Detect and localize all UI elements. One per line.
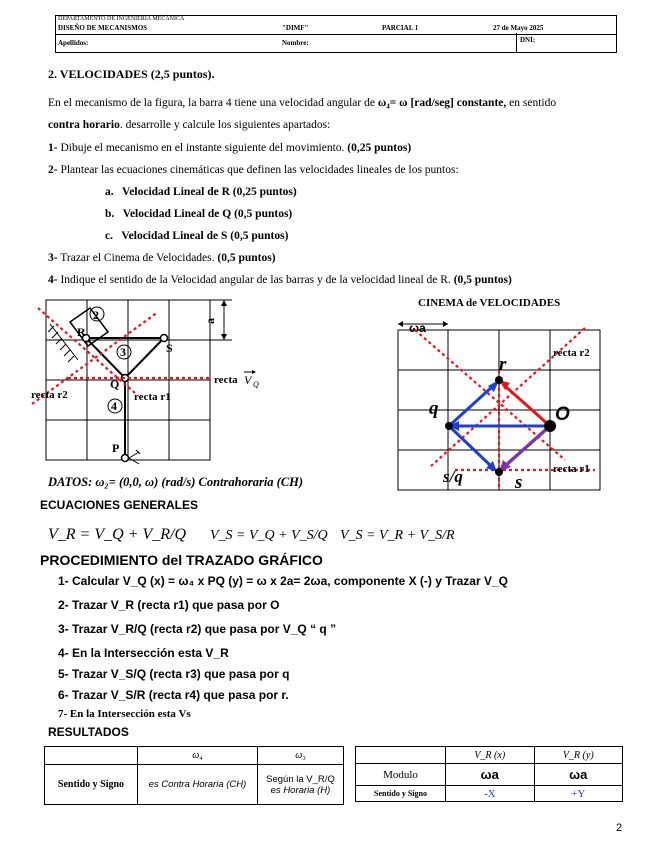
ecuaciones-title: ECUACIONES GENERALES — [40, 498, 199, 512]
point-Q-label: Q — [110, 377, 120, 391]
mech-recta-vq: recta — [214, 374, 238, 386]
step-7: 7- En la Intersección esta Vs — [58, 708, 191, 720]
item-3-pts: (0,5 puntos) — [217, 252, 276, 264]
t1-header-w4: ω₄ — [138, 747, 258, 765]
cinema-recta-r2: recta r2 — [553, 347, 590, 359]
t1-w3-line2: es Horaria (H) — [270, 784, 331, 796]
mech-recta-r2: recta r2 — [31, 389, 68, 401]
item-1 — [48, 142, 411, 154]
item-4-num: 4- — [48, 274, 58, 286]
t2-modulo-label: Modulo — [356, 764, 446, 786]
t1-w3-line1: Según la V_R/Q — [266, 773, 335, 785]
intro-omega: ω₄= ω — [377, 97, 408, 109]
cinema-title: CINEMA de VELOCIDADES — [418, 297, 561, 309]
step-4: 4- En la Intersección esta V_R — [58, 646, 229, 660]
item-3-num: 3- — [48, 252, 58, 264]
t1-w4-value: es Contra Horaria (CH) — [138, 765, 258, 805]
mechanism-figure — [28, 292, 278, 472]
t1-header-w3: ω₃ — [257, 747, 343, 765]
link-3-label: 3 — [120, 345, 126, 359]
results-table-omega — [44, 746, 344, 805]
subitem-b-letter: b. — [105, 208, 115, 220]
subitem-b-text: Velocidad Lineal de Q (0,5 puntos) — [122, 208, 293, 220]
exam-date: 27 de Mayo 2025 — [493, 24, 544, 32]
t2-header-x: V_R (x) — [446, 747, 535, 764]
exam-label: PARCIAL 1 — [382, 24, 419, 32]
dni-label: DNI: — [520, 36, 536, 44]
name-label: Nombre: — [282, 39, 309, 47]
vector-vs — [505, 426, 550, 466]
cinema-label-r: r — [499, 354, 507, 375]
t2-sentido-label: Sentido y Signo — [356, 786, 446, 802]
point-S-label: S — [166, 341, 173, 355]
item-4-text: Indique el sentido de la Velocidad angular de las barras y de la velocidad lineal de R. — [60, 274, 451, 286]
t2-sentido-x: -X — [446, 786, 535, 802]
step-6: 6- Trazar V_S/R (recta r4) que pasa por r. — [58, 688, 289, 702]
cinema-figure — [395, 310, 610, 495]
dept-code: "DIMF" — [282, 24, 309, 32]
t2-header-y: V_R (y) — [534, 747, 623, 764]
dim-label-a: a — [203, 318, 217, 324]
subitem-c-text: Velocidad Lineal de S (0,5 puntos) — [121, 230, 289, 242]
item-1-text: Dibuje el mecanismo en el instante siguiente del movimiento. — [60, 142, 345, 154]
cinema-label-s: s — [515, 472, 523, 493]
equation-1: V_R = V_Q + V_R/Q — [48, 526, 187, 543]
wa-dim-head-left — [398, 321, 403, 327]
intro-text-1: En el mecanismo de la figura, la barra 4 tiene una velocidad angular de — [48, 97, 375, 109]
t2-sentido-y: +Y — [534, 786, 623, 802]
dim-arrow-head-up — [221, 300, 227, 306]
section-title: 2. VELOCIDADES (2,5 puntos). — [48, 67, 215, 81]
vector-vr — [505, 386, 550, 426]
intro-text-2: en sentido — [509, 97, 557, 109]
page-number: 2 — [616, 822, 623, 834]
item-2 — [48, 164, 459, 176]
mech-vq-symbol: V — [244, 373, 252, 387]
item-3 — [48, 252, 276, 264]
step-3: 3- Trazar V_R/Q (recta r2) que pasa por V_Q “ q ” — [58, 622, 337, 636]
subitem-a-letter: a. — [105, 186, 114, 198]
intro-line-2 — [48, 119, 330, 131]
point-s — [495, 468, 503, 476]
item-3-text: Trazar el Cinema de Velocidades. — [60, 252, 215, 264]
point-r — [495, 376, 503, 384]
cinema-label-sq: s/q — [443, 467, 463, 486]
item-2-num: 2- — [48, 164, 58, 176]
t2-modulo-x: ωa — [446, 764, 535, 786]
wa-label: ωa — [409, 321, 426, 335]
dim-arrow-head-down — [221, 334, 227, 340]
subitem-a-text: Velocidad Lineal de R (0,25 puntos) — [122, 186, 297, 198]
item-2-text: Plantear las ecuaciones cinemáticas que definen las velocidades lineales de los puntos: — [60, 164, 459, 176]
link-S-Q — [125, 338, 164, 378]
subitem-b — [105, 208, 292, 220]
t1-empty-header — [45, 747, 138, 765]
item-4-pts: (0,5 puntos) — [453, 274, 512, 286]
item-1-num: 1- — [48, 142, 58, 154]
ground-hatch — [48, 324, 78, 362]
subitem-a — [105, 186, 297, 198]
subitem-c-letter: c. — [105, 230, 113, 242]
course-label: DISEÑO DE MECANISMOS — [58, 24, 148, 32]
results-table-vr — [355, 746, 623, 802]
t1-row-label: Sentido y Signo — [45, 765, 138, 805]
item-1-pts: (0,25 puntos) — [347, 142, 412, 154]
step-1: 1- Calcular V_Q (x) = ω₄ x PQ (y) = ω x 2a= 2ωa, componente X (-) y Trazar V_Q — [58, 574, 508, 588]
joint-P — [122, 455, 129, 462]
cinema-label-O: O — [555, 404, 570, 425]
point-P-label: P — [112, 441, 120, 455]
item-4 — [48, 274, 512, 286]
point-R-label: R — [77, 325, 86, 339]
dni-divider — [516, 33, 517, 52]
t1-w3-value — [257, 765, 343, 805]
cinema-recta-r1: recta r1 — [553, 463, 590, 475]
department-label: DEPARTAMENTO DE INGENIERIA MECÁNICA — [58, 16, 185, 22]
support-P-1 — [129, 452, 139, 458]
step-5: 5- Trazar V_S/Q (recta r3) que pasa por q — [58, 667, 290, 681]
intro-text-3: . desarrolle y calcule los siguientes apartados: — [119, 119, 331, 131]
vector-vrq — [449, 386, 493, 426]
equation-2: V_S = V_Q + V_S/Q — [210, 528, 328, 543]
intro-line-1 — [48, 97, 556, 109]
intro-ccw: contra horario — [48, 119, 120, 131]
support-P-2 — [129, 458, 139, 464]
mech-vq-arrow-head — [252, 370, 256, 374]
mech-recta-r1: recta r1 — [134, 391, 171, 403]
point-q — [445, 422, 453, 430]
equation-3: V_S = V_R + V_S/R — [340, 528, 455, 543]
resultados-title: RESULTADOS — [48, 725, 129, 739]
exam-header — [55, 15, 617, 53]
step-2: 2- Trazar V_R (recta r1) que pasa por O — [58, 598, 280, 612]
link-2-label: 2 — [93, 308, 99, 322]
mech-vq-sub: Q — [253, 380, 259, 389]
cinema-label-q: q — [429, 398, 439, 419]
surname-label: Apellidos: — [58, 39, 89, 47]
wa-dim-head-right — [443, 321, 448, 327]
t2-empty-header — [356, 747, 446, 764]
link-4-label: 4 — [111, 399, 117, 413]
datos-line: DATOS: ω₂= (0,0, ω) (rad/s) Contrahoraria (CH) — [48, 475, 304, 489]
intro-units: [rad/seg] constante, — [410, 97, 507, 109]
vector-vsq — [449, 426, 491, 466]
subitem-c — [105, 230, 288, 242]
t2-modulo-y: ωa — [534, 764, 623, 786]
procedimiento-title: PROCEDIMIENTO del TRAZADO GRÁFICO — [40, 552, 323, 568]
